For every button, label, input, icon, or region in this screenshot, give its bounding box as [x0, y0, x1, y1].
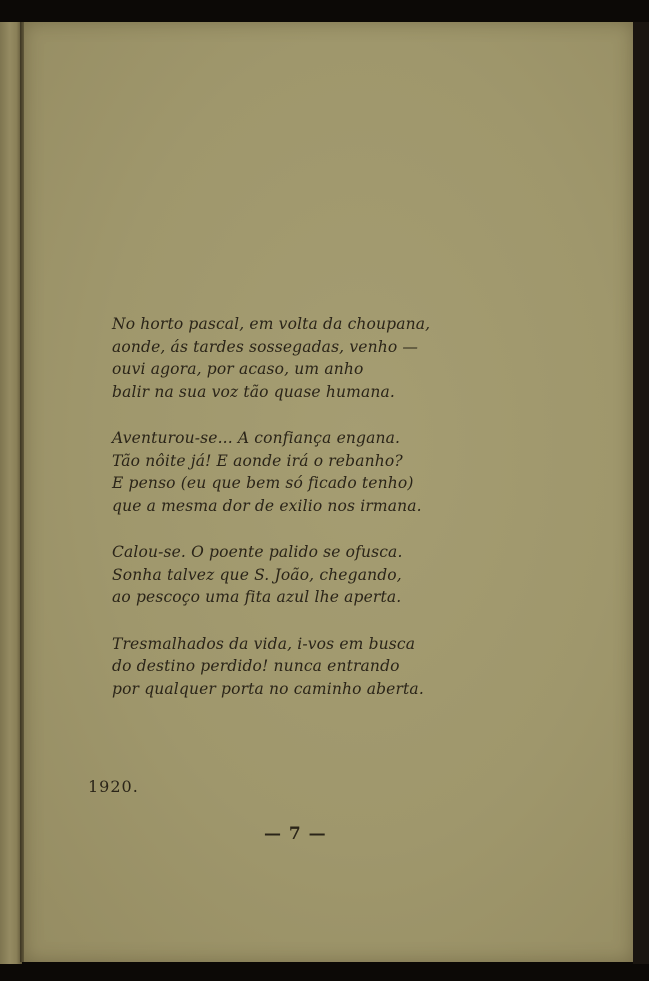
poem-line: balir na sua voz tão quase humana. [112, 382, 395, 401]
poem-line: ao pescoço uma fita azul lhe aperta. [112, 588, 402, 606]
poem-line: Tresmalhados da vida, i-vos em busca [112, 634, 416, 653]
right-edge [633, 22, 649, 964]
stanza-4 [112, 633, 552, 701]
poem-line: por qualquer porta no caminho aberta. [112, 679, 424, 698]
stanza-3 [112, 541, 552, 609]
poem-line: Calou-se. O poente palido se ofusca. [112, 543, 403, 561]
page-number: — 7 — [264, 824, 327, 844]
poem-date: 1920. [88, 777, 139, 796]
poem-line: Aventurou-se... A confiança engana. [112, 429, 401, 447]
poem-line: E penso (eu que bem só ficado tenho) [112, 474, 414, 492]
poem-line: Tão nôite já! E aonde irá o rebanho? [112, 451, 403, 470]
poem-line: No horto pascal, em volta da choupana, [112, 315, 431, 333]
poem-line: ouvi agora, por acaso, um anho [112, 360, 364, 378]
poem-line: aonde, ás tardes sossegadas, venho — [112, 337, 419, 356]
poem-line: Sonha talvez que S. João, chegando, [112, 565, 402, 584]
poem [112, 313, 552, 700]
stanza-2 [112, 427, 552, 517]
poem-line: que a mesma dor de exilio nos irmana. [112, 496, 422, 515]
poem-line: do destino perdido! nunca entrando [112, 657, 400, 675]
stanza-1 [112, 313, 552, 403]
left-page-edge [0, 22, 22, 964]
